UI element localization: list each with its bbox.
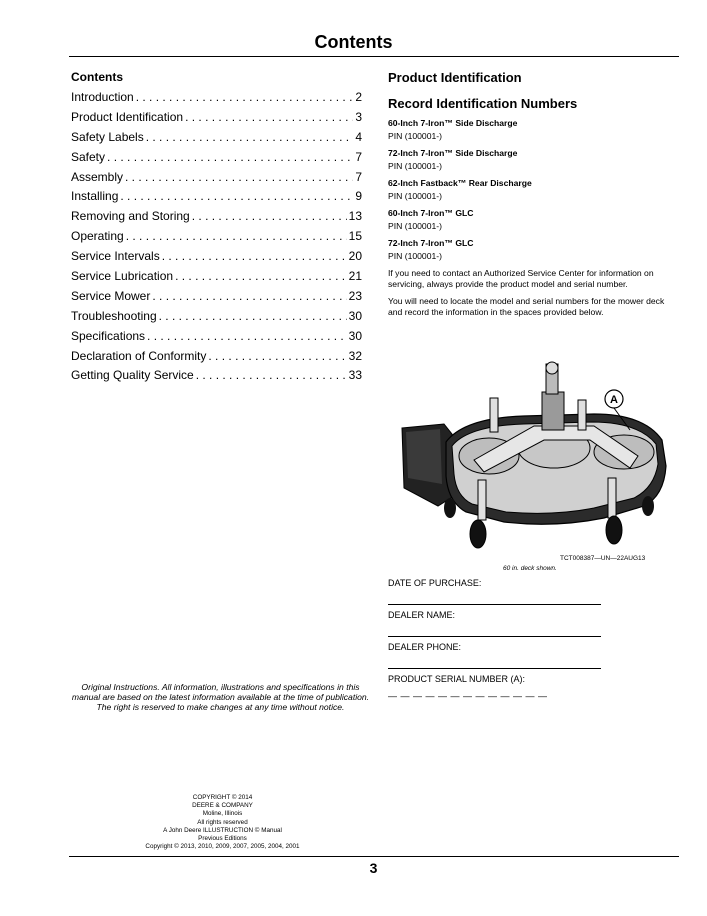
toc-entry-page: 30: [348, 328, 362, 343]
page-title: Contents: [314, 32, 393, 52]
toc-entry-page: 13: [348, 209, 362, 224]
copyright-block: [100, 794, 345, 851]
model-list: [388, 118, 680, 261]
toc-leader-dots: [120, 189, 353, 203]
toc-entry-label[interactable]: Getting Quality Service: [71, 368, 194, 383]
bottom-divider: [69, 856, 679, 857]
toc-heading: Contents: [71, 70, 123, 84]
toc-entry-label[interactable]: Troubleshooting: [71, 308, 157, 323]
toc-entry[interactable]: [71, 189, 362, 209]
toc-entry-page: 15: [348, 229, 362, 244]
toc-leader-dots: [125, 170, 353, 184]
legal-notice-line: The right is reserved to make changes at any time without notice.: [96, 702, 345, 712]
product-identification-heading: Product Identification: [388, 70, 522, 85]
toc-entry-page: 23: [348, 288, 362, 303]
copyright-line: Previous Editions: [198, 835, 247, 843]
toc-leader-dots: [126, 229, 347, 243]
toc-leader-dots: [159, 309, 347, 323]
toc-entry-page: 20: [348, 249, 362, 264]
toc-entry-label[interactable]: Safety Labels: [71, 129, 144, 144]
toc-leader-dots: [107, 150, 353, 164]
toc-entry-page: 9: [355, 189, 362, 204]
model-pin: PIN (100001-): [388, 131, 442, 141]
toc-entry-label[interactable]: Operating: [71, 229, 124, 244]
toc-entry-label[interactable]: Installing: [71, 189, 119, 204]
toc-entry[interactable]: [71, 249, 362, 269]
toc-entry[interactable]: [71, 90, 362, 110]
toc-entry[interactable]: [71, 289, 362, 309]
toc-entry-page: 4: [355, 129, 362, 144]
toc-entry[interactable]: [71, 130, 362, 150]
toc-leader-dots: [185, 110, 353, 124]
toc-entry-page: 7: [355, 169, 362, 184]
copyright-line: Moline, Illinois: [202, 810, 243, 818]
table-of-contents: [71, 90, 362, 388]
toc-leader-dots: [152, 289, 346, 303]
figure-caption: 60 in. deck shown.: [503, 565, 557, 572]
copyright-line: DEERE & COMPANY: [192, 802, 253, 810]
toc-leader-dots: [175, 269, 347, 283]
toc-entry[interactable]: [71, 349, 362, 369]
dealer-name-line: [388, 636, 601, 637]
date-of-purchase-line: [388, 604, 601, 605]
toc-entry[interactable]: [71, 269, 362, 289]
locate-paragraph: You will need to locate the model and serial numbers for the mower deck and record the information in the spaces provided below.: [388, 296, 665, 317]
mower-deck-illustration: [394, 356, 684, 576]
toc-entry-page: 30: [348, 308, 362, 323]
toc-entry-label[interactable]: Introduction: [71, 90, 134, 104]
toc-entry-label[interactable]: Product Identification: [71, 109, 184, 124]
toc-entry[interactable]: [71, 209, 362, 229]
record-numbers-heading: Record Identification Numbers: [388, 96, 578, 111]
serial-number-blanks: — — — — — — — — — — — — —: [388, 691, 548, 701]
toc-entry-label[interactable]: Service Mower: [71, 288, 151, 303]
model-name: 62-Inch Fastback™ Rear Discharge: [388, 178, 532, 188]
model-pin: PIN (100001-): [388, 221, 442, 231]
toc-leader-dots: [208, 349, 346, 363]
toc-entry-label[interactable]: Service Intervals: [71, 249, 160, 264]
toc-entry[interactable]: [71, 170, 362, 190]
model-name: 60-Inch 7-Iron™ GLC: [388, 208, 474, 218]
copyright-line: A John Deere ILLUSTRUCTION © Manual: [163, 826, 282, 834]
page-number: 3: [369, 860, 378, 876]
figure-code: TCT008387—UN—22AUG13: [560, 555, 646, 562]
toc-entry-label[interactable]: Removing and Storing: [71, 209, 190, 224]
toc-entry[interactable]: [71, 229, 362, 249]
dealer-phone-label: DEALER PHONE:: [388, 642, 462, 652]
model-pin: PIN (100001-): [388, 161, 442, 171]
toc-entry-page: 7: [355, 149, 362, 164]
toc-entry-label[interactable]: Specifications: [71, 328, 146, 343]
serial-number-label: PRODUCT SERIAL NUMBER (A):: [388, 674, 526, 684]
toc-entry-page: 21: [348, 269, 362, 284]
toc-entry[interactable]: [71, 309, 362, 329]
legal-notice: [68, 682, 373, 712]
copyright-line: COPYRIGHT © 2014: [192, 794, 253, 801]
product-identification-section: [388, 70, 680, 317]
copyright-line: Copyright © 2013, 2010, 2009, 2007, 2005, 2004, 2001: [145, 843, 300, 851]
dealer-name-label: DEALER NAME:: [388, 610, 456, 620]
contact-paragraph: If you need to contact an Authorized Service Center for information on servicing, always provide the product model and serial number.: [388, 268, 654, 289]
model-name: 72-Inch 7-Iron™ Side Discharge: [388, 148, 518, 158]
toc-entry-page: 33: [348, 368, 362, 383]
toc-entry[interactable]: [71, 110, 362, 130]
toc-entry-page: 32: [348, 348, 362, 363]
toc-entry-page: 3: [355, 109, 362, 124]
toc-entry[interactable]: [71, 150, 362, 170]
toc-leader-dots: [136, 90, 354, 104]
toc-leader-dots: [192, 209, 347, 223]
callout-a-label: A: [610, 394, 618, 406]
dealer-phone-line: [388, 668, 601, 669]
model-name: 60-Inch 7-Iron™ Side Discharge: [388, 118, 518, 128]
toc-entry-label[interactable]: Assembly: [71, 169, 124, 184]
toc-leader-dots: [147, 329, 347, 343]
toc-entry-page: 2: [355, 90, 362, 104]
toc-leader-dots: [196, 368, 347, 382]
model-name: 72-Inch 7-Iron™ GLC: [388, 238, 474, 248]
toc-leader-dots: [162, 249, 347, 263]
toc-leader-dots: [146, 130, 354, 144]
copyright-line: All rights reserved: [197, 818, 248, 826]
toc-entry-label[interactable]: Declaration of Conformity: [71, 348, 207, 363]
toc-entry[interactable]: [71, 368, 362, 388]
toc-entry-label[interactable]: Service Lubrication: [71, 269, 174, 284]
toc-entry-label[interactable]: Safety: [71, 149, 106, 164]
top-divider: [69, 56, 679, 57]
model-pin: PIN (100001-): [388, 191, 442, 201]
legal-notice-line: Original Instructions. All information, illustrations and specifications in this manual are based on the latest information available at the time of publication.: [71, 682, 370, 702]
date-of-purchase-label: DATE OF PURCHASE:: [388, 578, 482, 588]
toc-entry[interactable]: [71, 329, 362, 349]
model-pin: PIN (100001-): [388, 251, 442, 261]
